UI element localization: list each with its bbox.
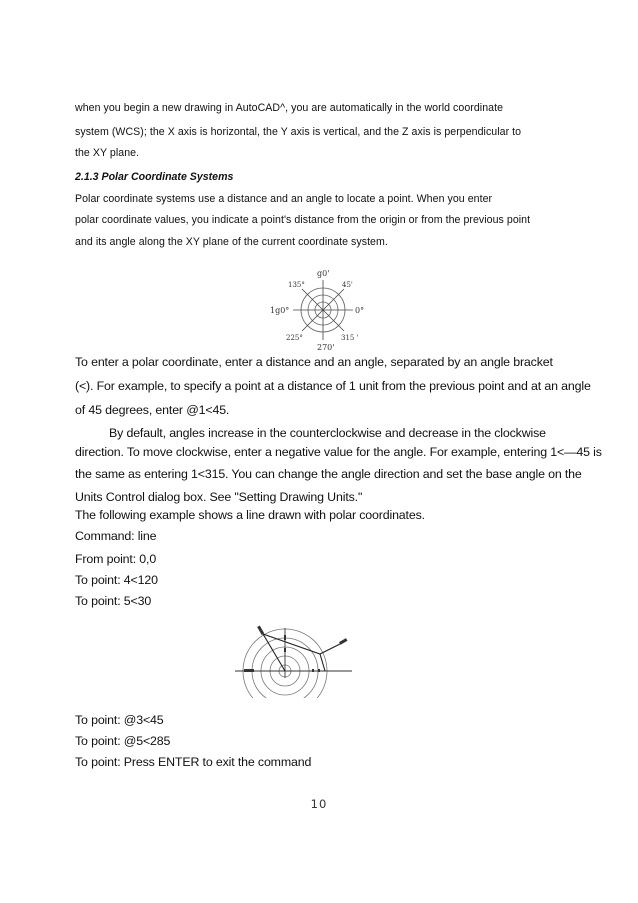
section-line-3: and its angle along the XY plane of the current coordinate system. — [75, 236, 388, 248]
angle-label-135: 135° — [288, 281, 305, 289]
body-p1-line-2: (<). For example, to specify a point at a distance of 1 unit from the previous point and at an angle — [75, 379, 591, 393]
body-p2-line-4: Units Control dialog box. See "Setting Drawing Units." — [75, 490, 363, 504]
body-p1-line-1: To enter a polar coordinate, enter a distance and an angle, separated by an angle bracket — [75, 355, 553, 369]
section-line-1: Polar coordinate systems use a distance and an angle to locate a point. When you enter — [75, 193, 493, 205]
body-p2-line-3: the same as entering 1<315. You can change the angle direction and set the base angle on the — [75, 467, 582, 481]
body-p2-line-2: direction. To move clockwise, enter a negative value for the angle. For example, entering 1<—45 is — [75, 445, 602, 459]
command-line-7: To point: Press ENTER to exit the command — [75, 755, 312, 769]
angle-label-180: 1g0° — [270, 306, 290, 315]
section-line-2: polar coordinate values, you indicate a point's distance from the origin or from the previous point — [75, 214, 531, 226]
polar-line-example-figure — [230, 618, 360, 698]
polar-angle-diagram — [260, 262, 380, 352]
intro-line-3: the XY plane. — [75, 147, 140, 159]
intro-line-2: system (WCS); the X axis is horizontal, the Y axis is vertical, and the Z axis is perpendicular to — [75, 126, 522, 138]
angle-label-270: 270' — [317, 343, 335, 352]
command-line-5: To point: @3<45 — [75, 713, 164, 727]
angle-label-315: 315 ' — [341, 334, 359, 342]
section-heading: 2.1.3 Polar Coordinate Systems — [75, 171, 234, 183]
body-p3: The following example shows a line drawn with polar coordinates. — [75, 508, 425, 522]
point-markers — [257, 626, 347, 645]
angle-label-0: 0° — [355, 306, 365, 315]
body-p1-line-3: of 45 degrees, enter @1<45. — [75, 403, 230, 417]
body-p2-line-1: By default, angles increase in the counterclockwise and decrease in the clockwise — [109, 426, 546, 440]
compass-axes — [293, 280, 353, 340]
command-line-4: To point: 5<30 — [75, 594, 152, 608]
angle-label-90: g0' — [317, 269, 330, 278]
angle-label-225: 225° — [286, 334, 303, 342]
command-line-3: To point: 4<120 — [75, 573, 158, 587]
command-line-6: To point: @5<285 — [75, 734, 171, 748]
intro-line-1: when you begin a new drawing in AutoCAD^, you are automatically in the world coordinate — [75, 102, 504, 114]
command-line-2: From point: 0,0 — [75, 552, 157, 566]
page-number: 10 — [310, 797, 328, 811]
command-line-1: Command: line — [75, 529, 157, 543]
angle-label-45: 45' — [342, 281, 353, 289]
